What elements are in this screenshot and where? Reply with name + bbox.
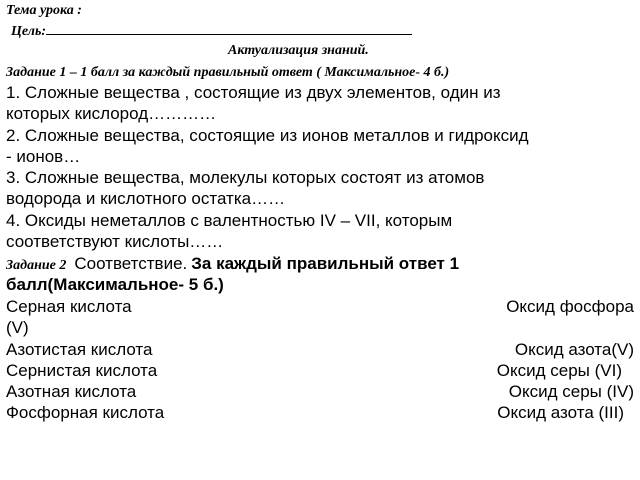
task1-item-2-line1: 2. Сложные вещества, состоящие из ионов металлов и гидроксид xyxy=(6,126,529,145)
oxide-name-cont: (V) xyxy=(6,318,29,337)
goal-row xyxy=(11,22,412,40)
match-row xyxy=(6,339,634,360)
acid-name: Фосфорная кислота xyxy=(6,403,165,422)
oxide-name: Оксид азота (III) xyxy=(497,403,624,422)
task1-item-2-line2: - ионов… xyxy=(6,147,81,166)
goal-blank-line xyxy=(46,22,412,35)
match-row xyxy=(6,360,634,381)
goal-label: Цель: xyxy=(11,24,46,39)
topic-label: Тема урока : xyxy=(6,3,82,18)
oxide-name: Оксид серы (VI) xyxy=(496,361,622,380)
task1-item-1-line1: 1. Сложные вещества , состоящие из двух элементов, один из xyxy=(6,83,501,102)
oxide-name: Оксид азота(V) xyxy=(514,340,634,359)
task1-item-1-line2: которых кислород………… xyxy=(6,104,217,123)
task1-item-3-line2: водорода и кислотного остатка…… xyxy=(6,189,286,208)
task1-item-4-line1: 4. Оксиды неметаллов с валентностью IV – VII, которым xyxy=(6,211,453,230)
task2-scoring-cont: балл(Максимальное- 5 б.) xyxy=(6,275,224,294)
oxide-name: Оксид фосфора xyxy=(506,297,634,316)
task1-item-3-line1: 3. Сложные вещества, молекулы которых состоят из атомов xyxy=(6,168,485,187)
match-row xyxy=(6,402,634,423)
task1-title: Задание 1 – 1 балл за каждый правильный ответ ( Максимальное- 4 б.) xyxy=(6,65,450,80)
match-row xyxy=(6,381,634,402)
section-title: Актуализация знаний. xyxy=(228,43,369,58)
task2-heading xyxy=(6,253,459,274)
task1-item-4-line2: соответствуют кислоты…… xyxy=(6,232,224,251)
acid-name: Азотистая кислота xyxy=(6,340,153,359)
acid-name: Азотная кислота xyxy=(6,382,137,401)
acid-name: Сернистая кислота xyxy=(6,361,158,380)
task2-intro: Соответствие. xyxy=(74,254,188,273)
oxide-name: Оксид серы (IV) xyxy=(508,382,634,401)
acid-name: Серная кислота xyxy=(6,297,132,316)
task2-label: Задание 2 xyxy=(6,258,67,273)
task2-scoring: За каждый правильный ответ 1 xyxy=(191,254,460,273)
match-row xyxy=(6,296,634,317)
